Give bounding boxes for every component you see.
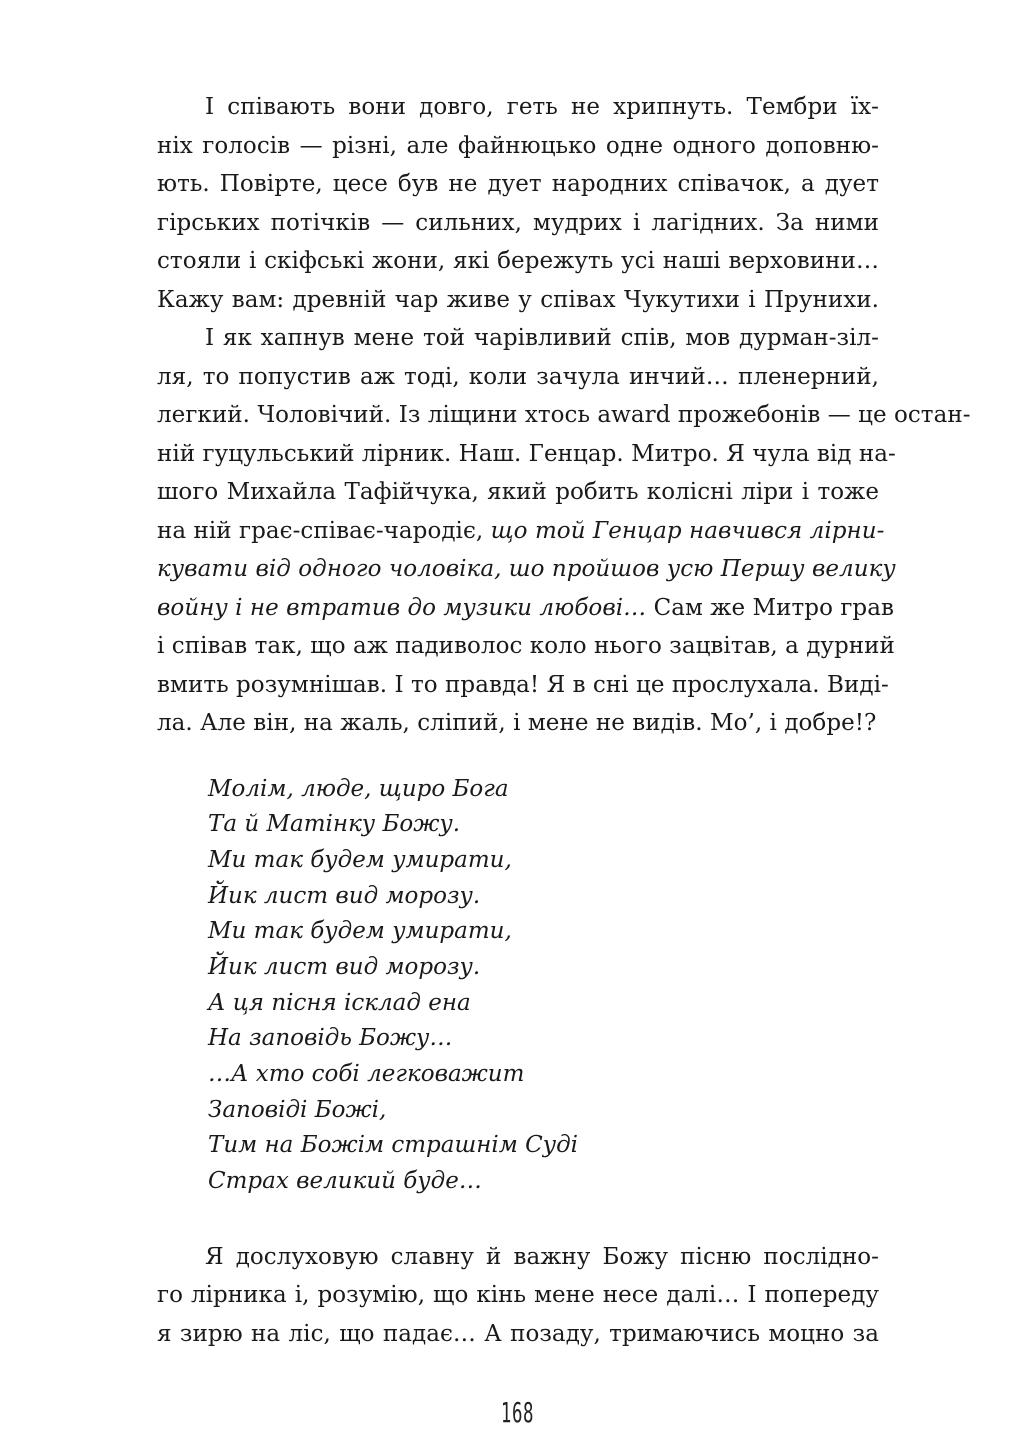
text-line: гірських потічків — сильних, мудрих і лагідних. За ними	[157, 209, 879, 236]
text-line: Я дослуховую славну й важну Божу пісню послідно-	[205, 1243, 879, 1270]
verse-line: Ми так будем умирати,	[208, 918, 512, 945]
spacer	[157, 743, 879, 772]
italic-quote: що той Генцар навчився лірни-	[490, 517, 885, 544]
verse-line: Заповіді Божі,	[208, 1096, 387, 1123]
text-line: легкий. Чоловічий. Із ліщини хтось award прожебонів — це остан-	[157, 402, 971, 428]
text-line: шого Михайла Тафійчука, який робить колісні ліри і тоже	[157, 479, 879, 505]
verse-line: Молім, люде, щиро Бога	[208, 775, 509, 802]
verse-line: Ми так будем умирати,	[208, 846, 512, 873]
paragraph-3	[157, 1238, 879, 1354]
text-line: Кажу вам: древній чар живе у співах Чукутихи і Прунихи.	[157, 286, 879, 313]
paragraph-2	[157, 319, 971, 743]
text-line: ніх голосів — різні, але файнюцько одне одного доповню-	[157, 132, 879, 159]
italic-quote-line: кувати від одного чоловіка, шо пройшов усю Першу велику	[157, 556, 896, 582]
text-span: на ній грає-співає-чародіє,	[157, 517, 491, 544]
verse-line: На заповідь Божу…	[208, 1025, 453, 1052]
text-line: І як хапнув мене той чарівливий спів, мов дурман-зіл-	[205, 325, 879, 351]
verse-line: Та й Матінку Божу.	[208, 811, 461, 838]
text-line: І співають вони довго, геть не хрипнуть. Тембри їх-	[205, 94, 879, 120]
text-line: ній гуцульський лірник. Наш. Генцар. Митро. Я чула від на-	[157, 440, 896, 467]
verse-line: Йик лист вид морозу.	[208, 953, 481, 980]
text-line: вмить розумнішав. І то правда! Я в сні це прослухала. Виді-	[157, 671, 889, 698]
spacer	[157, 1200, 879, 1238]
paragraph-1	[157, 88, 879, 319]
verse-line: А ця пісня ісклад ена	[208, 989, 471, 1016]
page-number: 168	[500, 1396, 535, 1429]
italic-quote: войну і не втратив до музики любові…	[157, 594, 647, 621]
text-line: стояли і скіфські жони, які бережуть усі наші верховини…	[157, 248, 879, 274]
text-span: Сам же Митро грав	[646, 594, 894, 621]
page-body	[157, 88, 971, 1353]
text-line: ла. Але він, на жаль, сліпий, і мене не видів. Мо’, і добре!?	[157, 710, 877, 736]
text-line: і співав так, що аж падиволос коло нього зацвітав, а дурний	[157, 633, 895, 659]
text-line: ля, то попустив аж тоді, коли зачула инчий… пленерний,	[157, 363, 879, 390]
verse-line: …А хто собі легковажит	[208, 1061, 525, 1087]
text-line	[157, 512, 885, 551]
verse-line: Йик лист вид морозу.	[208, 882, 481, 909]
text-line	[157, 589, 894, 628]
text-line: я зирю на ліс, що падає… А позаду, тримаючись моцно за	[157, 1320, 879, 1347]
verse-line: Тим на Божім страшнім Суді	[208, 1132, 579, 1159]
text-line: го лірника і, розумію, що кінь мене несе далі… І попереду	[157, 1282, 879, 1309]
verse-block	[157, 772, 879, 1200]
verse-line: Страх великий буде…	[208, 1168, 482, 1195]
text-line: ють. Повірте, цесе був не дует народних співачок, а дует	[157, 171, 879, 197]
